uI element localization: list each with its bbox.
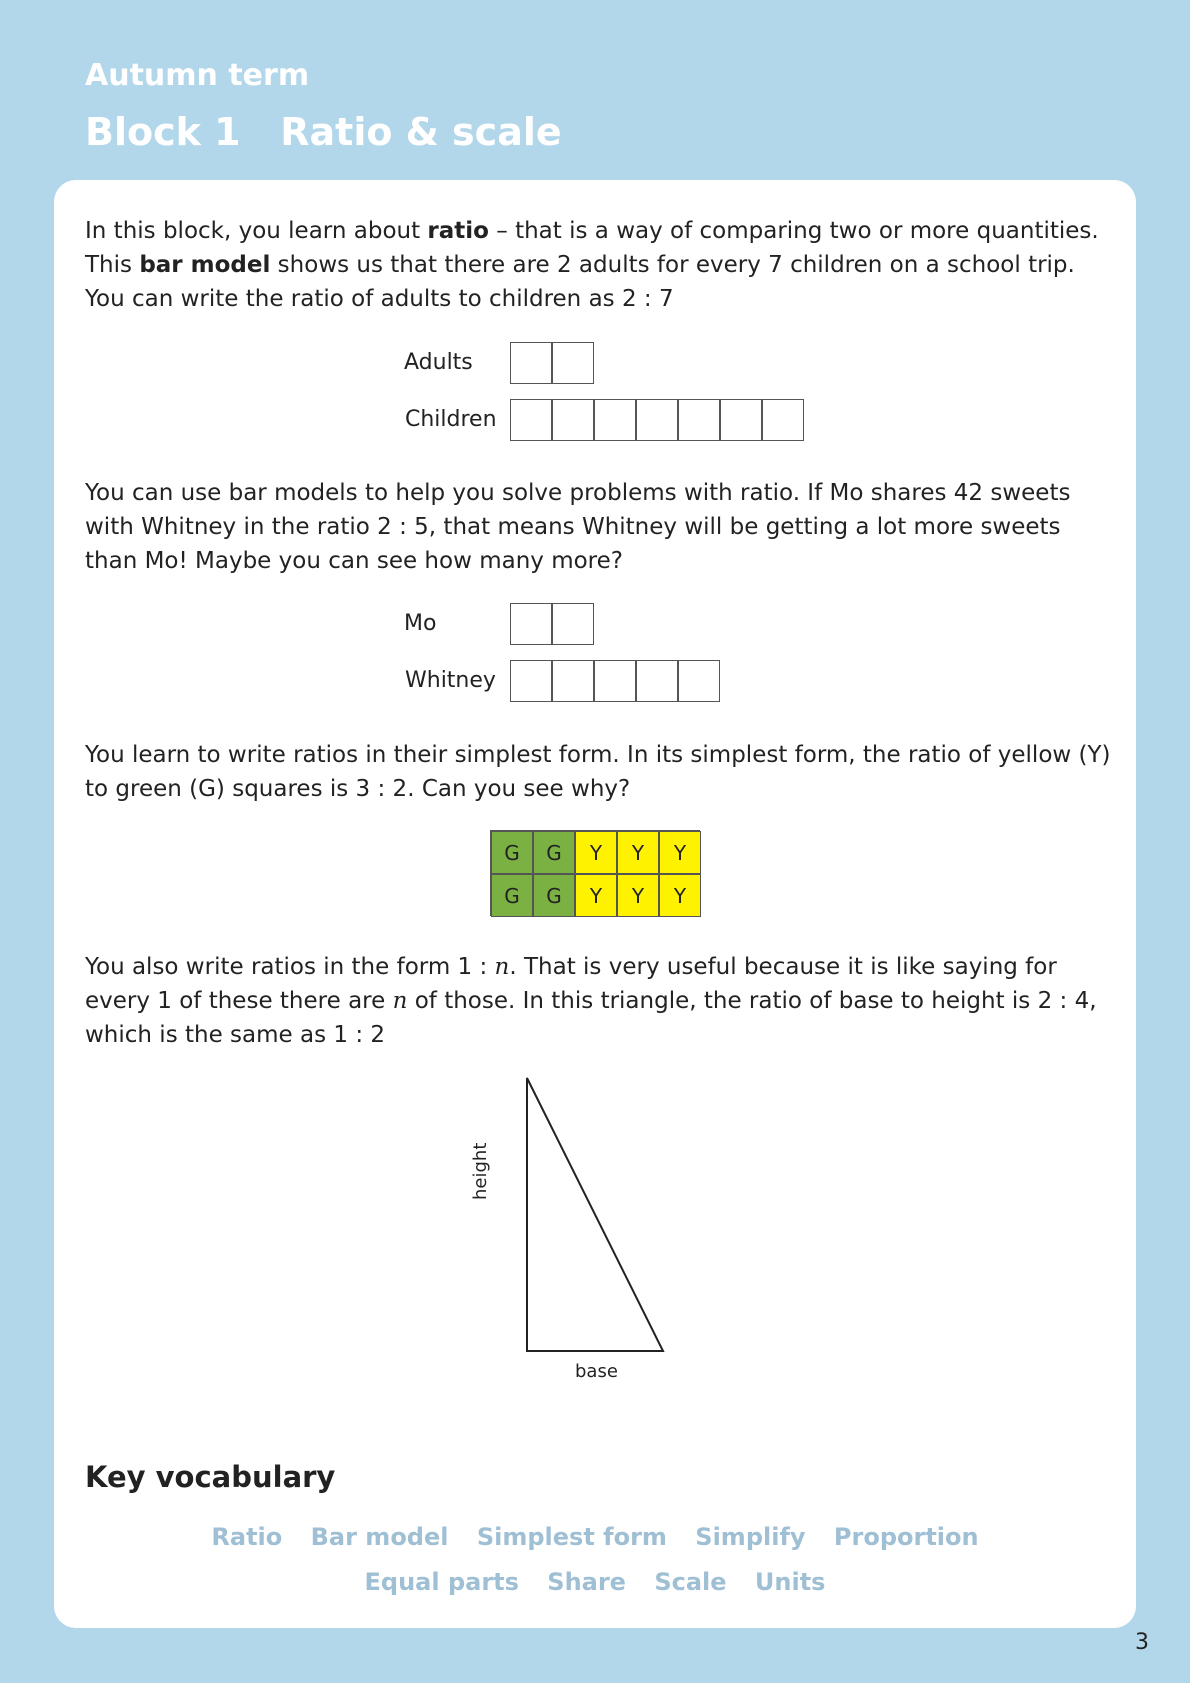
bar-cell <box>552 342 594 384</box>
block-title: Block 1 Ratio & scale <box>85 110 562 154</box>
grid-cell: Y <box>659 831 701 874</box>
bar-row-adults <box>400 342 820 384</box>
bar-cell <box>552 660 594 702</box>
bar-cell <box>678 660 720 702</box>
term-heading: Autumn term <box>85 58 310 93</box>
vocab-term: Scale <box>654 1568 727 1596</box>
paragraph-bar-models: You can use bar models to help you solve problems with ratio. If Mo shares 42 sweets with Whitney in the ratio 2 : 5, that means Whitney will be getting a lot more sweets than Mo! Maybe you can see how many more? <box>85 480 1071 574</box>
grid-cell: Y <box>575 874 617 917</box>
bar-cell <box>510 660 552 702</box>
bar-cell <box>510 342 552 384</box>
paragraph-simplest-form: You learn to write ratios in their simplest form. In its simplest form, the ratio of yellow (Y) to green (G) squares is 3 : 2. Can you see why? <box>85 742 1111 802</box>
grid-cell: G <box>491 831 533 874</box>
grid-cell: G <box>533 831 575 874</box>
triangle-shape <box>527 1078 663 1351</box>
vocab-term: Units <box>754 1568 826 1596</box>
bar-cell <box>636 660 678 702</box>
bar-cell <box>552 603 594 645</box>
bar-cell <box>552 399 594 441</box>
vocab-term: Proportion <box>833 1523 979 1551</box>
bar-cell <box>594 399 636 441</box>
bar-cell <box>510 603 552 645</box>
vocabulary-line-1 <box>54 1523 1136 1551</box>
bar-label: Adults <box>404 350 473 375</box>
bar-cell <box>678 399 720 441</box>
intro-paragraph: In this block, you learn about ratio – that is a way of comparing two or more quantities. This bar model shows us that there are 2 adults for every 7 children on a school trip. You can write the ratio of adults to children as 2 : 7 <box>85 218 1099 312</box>
bar-cell <box>720 399 762 441</box>
grid-cell: Y <box>575 831 617 874</box>
bar-row-whitney <box>400 660 820 702</box>
vocabulary-line-2 <box>54 1568 1136 1596</box>
vocabulary-title: Key vocabulary <box>85 1460 336 1494</box>
bar-row-children <box>400 399 820 441</box>
vocab-term: Share <box>547 1568 626 1596</box>
grid-cell: G <box>533 874 575 917</box>
paragraph-unit-ratio: You also write ratios in the form 1 : n. That is very useful because it is like saying for every 1 of these there are n of those. In this triangle, the ratio of base to height is 2 : 4, which is the same as 1 : 2 <box>85 954 1097 1048</box>
bar-label: Children <box>405 407 497 432</box>
bar-cell <box>762 399 804 441</box>
bar-cell <box>636 399 678 441</box>
vocab-term: Ratio <box>211 1523 283 1551</box>
ratio-triangle <box>480 1070 680 1360</box>
triangle-base-label: base <box>575 1361 618 1382</box>
grid-cell: Y <box>617 874 659 917</box>
vocab-term: Simplest form <box>476 1523 667 1551</box>
bar-row-mo <box>400 603 820 645</box>
grid-cell: Y <box>659 874 701 917</box>
bar-label: Mo <box>404 611 437 636</box>
grid-cell: Y <box>617 831 659 874</box>
triangle-height-label: height <box>470 1142 491 1200</box>
bar-cell <box>594 660 636 702</box>
page-number: 3 <box>1135 1630 1149 1655</box>
grid-cell: G <box>491 874 533 917</box>
ratio-grid <box>490 830 700 916</box>
vocab-term: Bar model <box>310 1523 449 1551</box>
vocab-term: Equal parts <box>364 1568 519 1596</box>
vocab-term: Simplify <box>695 1523 806 1551</box>
bar-cell <box>510 399 552 441</box>
bar-label: Whitney <box>405 668 496 693</box>
